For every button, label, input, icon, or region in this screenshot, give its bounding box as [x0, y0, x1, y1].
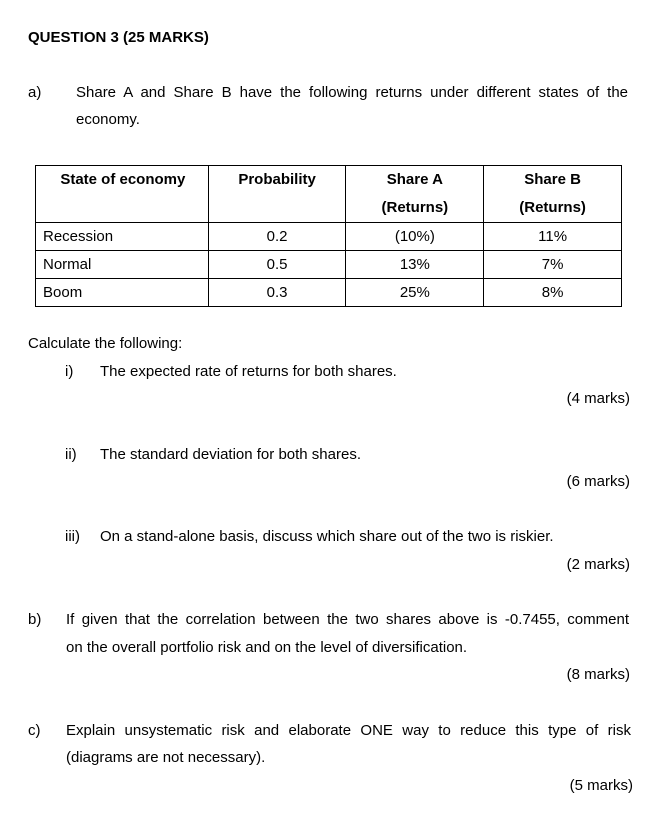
returns-table	[35, 165, 622, 307]
table-row	[36, 223, 622, 251]
cell-probability: 0.5	[208, 251, 346, 279]
sub-iii-label: iii)	[65, 528, 80, 545]
cell-state: Recession	[36, 223, 209, 251]
cell-probability: 0.3	[208, 279, 346, 307]
part-b-marks: (8 marks)	[566, 666, 630, 683]
sub-iii-marks: (2 marks)	[566, 556, 630, 573]
header-share-b-line2: (Returns)	[519, 199, 586, 216]
part-a-intro-line2: economy.	[76, 111, 140, 128]
table-header-row	[36, 166, 622, 223]
cell-share-a: 13%	[346, 251, 484, 279]
cell-share-a: (10%)	[346, 223, 484, 251]
cell-probability: 0.2	[208, 223, 346, 251]
part-c-line1: Explain unsystematic risk and elaborate ONE way to reduce this type of risk	[66, 722, 631, 739]
header-share-a	[346, 166, 484, 223]
sub-i-text: The expected rate of returns for both shares.	[100, 363, 397, 380]
part-c-label: c)	[28, 722, 41, 739]
cell-state: Normal	[36, 251, 209, 279]
sub-ii-label: ii)	[65, 446, 77, 463]
table-row	[36, 251, 622, 279]
cell-share-b: 11%	[484, 223, 622, 251]
part-a-intro-line1: Share A and Share B have the following returns under different states of the	[76, 84, 628, 101]
cell-share-a: 25%	[346, 279, 484, 307]
part-b-label: b)	[28, 611, 42, 628]
sub-i-label: i)	[65, 363, 74, 380]
header-share-a-line2: (Returns)	[381, 199, 449, 216]
sub-i-marks: (4 marks)	[566, 390, 630, 407]
part-c-marks: (5 marks)	[569, 777, 633, 794]
cell-state: Boom	[36, 279, 209, 307]
calc-intro: Calculate the following:	[28, 335, 183, 352]
question-title: QUESTION 3 (25 MARKS)	[28, 29, 209, 46]
sub-iii-text: On a stand-alone basis, discuss which share out of the two is riskier.	[100, 528, 554, 545]
header-share-b	[484, 166, 622, 223]
part-b-line1: If given that the correlation between the two shares above is -0.7455, comment	[66, 611, 629, 628]
header-state: State of economy	[36, 166, 209, 223]
cell-share-b: 8%	[484, 279, 622, 307]
sub-ii-text: The standard deviation for both shares.	[100, 446, 361, 463]
part-a-label: a)	[28, 84, 42, 101]
header-share-a-line1: Share A	[386, 171, 443, 188]
part-b-line2: on the overall portfolio risk and on the level of diversification.	[66, 639, 468, 656]
sub-ii-marks: (6 marks)	[566, 473, 630, 490]
table-row	[36, 279, 622, 307]
cell-share-b: 7%	[484, 251, 622, 279]
header-share-b-line1: Share B	[524, 171, 581, 188]
header-probability: Probability	[208, 166, 346, 223]
part-c-line2: (diagrams are not necessary).	[66, 749, 266, 766]
